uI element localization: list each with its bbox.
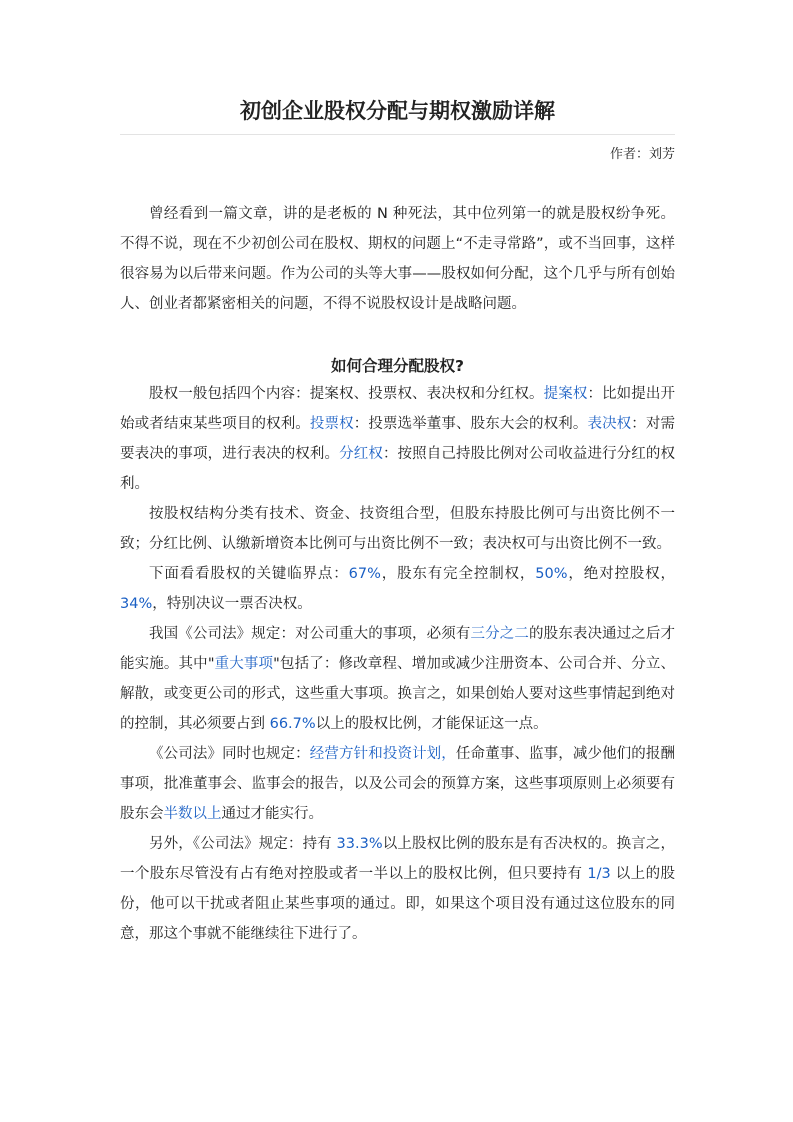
threshold-34: 34% [120, 596, 153, 612]
term-proposal-right: 提案权 [543, 386, 588, 402]
highlight-66-7: 66.7% [269, 716, 316, 732]
paragraph-thresholds [120, 559, 675, 619]
paragraph-company-law-major [120, 619, 675, 739]
highlight-majority: 半数以上 [163, 806, 222, 822]
paragraph-rights [120, 379, 675, 499]
paragraph-text: ：按照自己持股比例对公司收益进行分红的权利。 [120, 446, 676, 492]
highlight-major-matters: 重大事项 [214, 656, 274, 672]
highlight-two-thirds: 三分之二 [470, 626, 529, 642]
paragraph-text: ，特别决议一票否决权。 [152, 596, 312, 612]
title-divider [120, 134, 675, 135]
paragraph-text: 《公司法》同时也规定： [149, 746, 310, 762]
paragraph-company-law-majority [120, 739, 675, 829]
paragraph-text: ，股东有完全控制权， [380, 566, 536, 582]
paragraph-text: 我国《公司法》规定：对公司重大的事项，必须有 [149, 626, 471, 642]
paragraph-text: ：投票选举董事、股东大会的权利。 [353, 416, 588, 432]
paragraph-text: 以上的股权比例，才能保证这一点。 [315, 716, 548, 732]
paragraph-text: ：对需要表决的事项，进行表决的权利。 [120, 416, 676, 462]
term-resolution-right: 表决权 [587, 416, 632, 432]
paragraph-veto [120, 829, 675, 949]
highlight-one-third: 1/3 [587, 866, 611, 882]
term-dividend-right: 分红权 [339, 446, 383, 462]
paragraph-text: 以上的股份，他可以干扰或者阻止某些事项的通过。即，如果这个项目没有通过这位股东的同意，那这个事就不能继续往下进行了。 [120, 866, 676, 942]
paragraph-structure: 按股权结构分类有技术、资金、技资组合型，但股东持股比例可与出资比例不一致；分红比例、认缴新增资本比例可与出资比例不一致；表决权可与出资比例不一致。 [120, 506, 675, 552]
intro-paragraph: 曾经看到一篇文章，讲的是老板的 N 种死法，其中位列第一的就是股权纷争死。不得不说，现在不少初创公司在股权、期权的问题上“不走寻常路”，或不当回事，这样很容易为以后带来问题。作为公司的头等大事——股权如何分配，这个几乎与所有创始人、创业者都紧密相关的问题，不得不说股权设计是战略问题。 [120, 206, 675, 312]
threshold-50: 50% [535, 566, 568, 582]
paragraph-text: 通过才能实行。 [221, 806, 323, 822]
paragraph-text: ，绝对控股权， [567, 566, 676, 582]
paragraph-text: 股权一般包括四个内容：提案权、投票权、表决权和分红权。 [149, 386, 544, 402]
highlight-33-3: 33.3% [336, 836, 383, 852]
document-title: 初创企业股权分配与期权激励详解 [240, 99, 555, 123]
term-voting-right: 投票权 [309, 416, 354, 432]
threshold-67: 67% [348, 566, 381, 582]
paragraph-text: 任命董事、监事，减少他们的报酬事项，批准董事会、监事会的报告，以及公司会的预算方案，这些事项原则上必须要有股东会 [120, 746, 676, 822]
paragraph-text: 下面看看股权的关键临界点： [149, 566, 349, 582]
paragraph-text: 的股东表决通过之后才能实施。其中" [120, 626, 676, 672]
author-line: 作者：刘芳 [609, 147, 675, 162]
article-body [120, 199, 675, 949]
paragraph-text: 以上股权比例的股东是有否决权的。换言之，一个股东尽管没有占有绝对控股或者一半以上的股权比例，但只要持有 [120, 836, 675, 882]
section-heading: 如何合理分配股权? [331, 357, 464, 375]
paragraph-text: 另外，《公司法》规定：持有 [149, 836, 337, 852]
paragraph-text: "包括了：修改章程、增加或减少注册资本、公司合并、分立、解散，或变更公司的形式，这些重大事项。换言之，如果创始人要对这些事情起到绝对的控制，其必须要占到 [120, 656, 676, 732]
paragraph-text: ：比如提出开始或者结束某些项目的权利。 [120, 386, 676, 432]
highlight-business-policy: 经营方针和投资计划， [309, 746, 456, 762]
